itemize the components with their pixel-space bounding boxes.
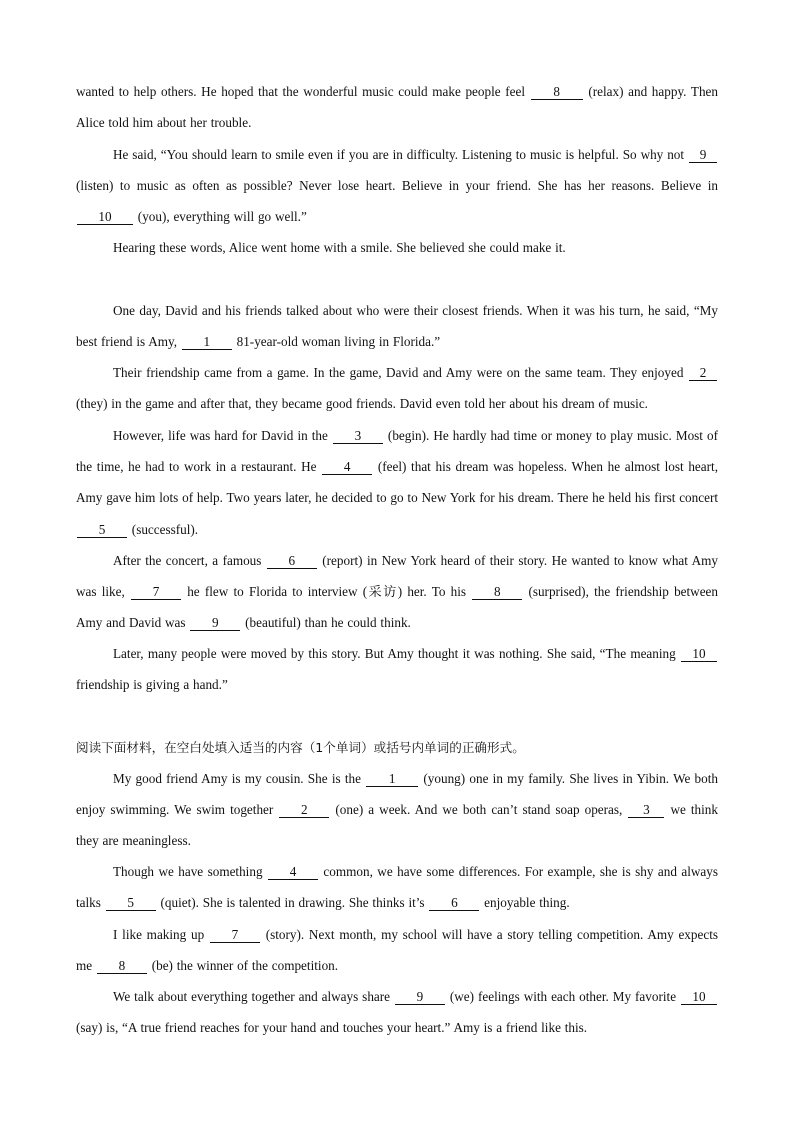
blank-3[interactable]: 3 (333, 428, 383, 444)
blank-3[interactable]: 3 (628, 802, 664, 818)
blank-2[interactable]: 2 (279, 802, 329, 818)
passage-b-paragraph-2 (76, 357, 718, 419)
blank-4[interactable]: 4 (268, 864, 318, 880)
text: wanted to help others. He hoped that the wonderful music could make people feel (76, 84, 530, 99)
text: (feel) that his dream was hopeless. When he almost lost heart, Amy gave him lots of help. Two years later, he decided to go to New York for his dream. There he held his first concert (76, 459, 718, 506)
text: (we) feelings with each other. My favorite (445, 989, 680, 1004)
text: enjoyable thing. (480, 895, 570, 911)
text: (they) in the game and after that, they became good friends. David even told her about his dream of music. (76, 396, 648, 412)
text: (successful). (128, 521, 199, 537)
passage-c-paragraph-4 (76, 981, 718, 1043)
text: Later, many people were moved by this story. But Amy thought it was nothing. She said, “The meaning (113, 646, 680, 661)
text: One day, David and his friends talked about who were their closest friends. When it was his turn, he said, “My best friend is Amy, (76, 303, 718, 350)
blank-6[interactable]: 6 (267, 553, 317, 569)
text: friendship is giving a hand.” (76, 677, 228, 693)
blank-9[interactable]: 9 (395, 989, 445, 1005)
text: (listen) to music as often as possible? Never lose heart. Believe in your friend. She has her reasons. Believe in (76, 178, 718, 194)
blank-7[interactable]: 7 (210, 927, 260, 943)
passage-b-paragraph-3 (76, 420, 718, 545)
passage-b-paragraph-4 (76, 545, 718, 639)
blank-9[interactable]: 9 (190, 615, 240, 631)
blank-10[interactable]: 10 (77, 209, 133, 225)
section-instruction: 阅读下面材料，在空白处填入适当的内容（1个单词）或括号内单词的正确形式。 (76, 740, 525, 755)
text: (beautiful) than he could think. (241, 615, 411, 631)
blank-9[interactable]: 9 (689, 147, 717, 163)
blank-5[interactable]: 5 (77, 522, 127, 538)
text: (story). Next month, my school will have a story telling competition. Amy expects me (76, 927, 718, 974)
blank-10[interactable]: 10 (681, 989, 717, 1005)
passage-a-paragraph-2 (76, 139, 718, 233)
blank-1[interactable]: 1 (182, 334, 232, 350)
text: My good friend Amy is my cousin. She is the (113, 771, 366, 786)
text: (surprised), the friendship between Amy and David was (76, 584, 718, 631)
text: (say) is, “A true friend reaches for your hand and touches your heart.” Amy is a friend like this. (76, 1020, 588, 1036)
blank-8[interactable]: 8 (472, 584, 522, 600)
blank-10[interactable]: 10 (681, 646, 717, 662)
text: (begin). He hardly had time or money to play music. Most of the time, he had to work in a restaurant. He (76, 428, 718, 475)
blank-4[interactable]: 4 (322, 459, 372, 475)
text: I like making up (113, 927, 209, 942)
blank-1[interactable]: 1 (366, 771, 418, 787)
passage-b-paragraph-5 (76, 638, 718, 700)
passage-a-paragraph-3: Hearing these words, Alice went home with a smile. She believed she could make it. (113, 240, 566, 255)
text: Their friendship came from a game. In the game, David and Amy were on the same team. They enjoyed (113, 365, 688, 380)
passage-c-paragraph-3 (76, 919, 718, 981)
blank-7[interactable]: 7 (131, 584, 181, 600)
text: (quiet). She is talented in drawing. She thinks it’s (156, 895, 429, 911)
text: he flew to Florida to interview (采访) her. To his (182, 584, 472, 600)
blank-8[interactable]: 8 (97, 958, 147, 974)
passage-c-paragraph-2 (76, 856, 718, 918)
text: 81-year-old woman living in Florida.” (232, 334, 441, 350)
blank-8[interactable]: 8 (531, 84, 583, 100)
text: (one) a week. And we both can’t stand soap operas, (330, 802, 628, 818)
passage-a-paragraph-end (76, 76, 718, 138)
text: Though we have something (113, 864, 267, 879)
text: After the concert, a famous (113, 553, 266, 568)
text: we think they are meaningless. (76, 802, 718, 849)
text: (young) one in my family. She lives in Yibin. We both enjoy swimming. We swim together (76, 771, 718, 818)
text: (relax) and happy. Then Alice told him about her trouble. (76, 84, 718, 131)
blank-5[interactable]: 5 (106, 895, 156, 911)
blank-2[interactable]: 2 (689, 365, 717, 381)
passage-b-paragraph-1 (76, 295, 718, 357)
text: (be) the winner of the competition. (147, 958, 339, 974)
blank-6[interactable]: 6 (429, 895, 479, 911)
text: (report) in New York heard of their story. He wanted to know what Amy was like, (76, 553, 718, 600)
text: (you), everything will go well.” (134, 209, 307, 225)
text: He said, “You should learn to smile even if you are in difficulty. Listening to music is helpful. So why not (113, 147, 688, 162)
text: common, we have some differences. For example, she is shy and always talks (76, 864, 718, 911)
passage-c-paragraph-1 (76, 763, 718, 857)
text: We talk about everything together and always share (113, 989, 394, 1004)
text: However, life was hard for David in the (113, 428, 332, 443)
